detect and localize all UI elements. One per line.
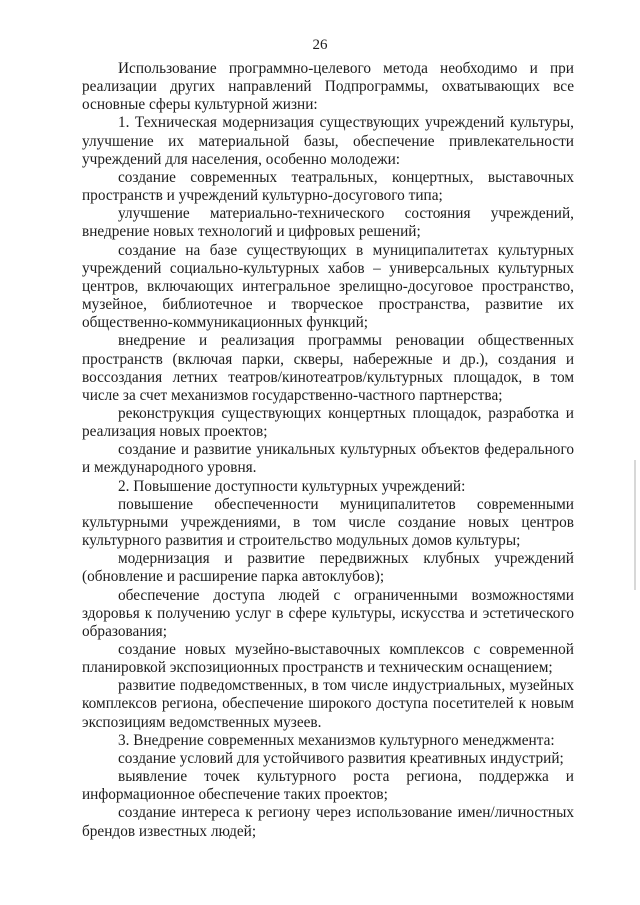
paragraph: модернизация и развитие передвижных клубных учреждений (обновление и расширение парка автоклубов); [82,550,574,586]
paragraph: обеспечение доступа людей с ограниченными возможностями здоровья к получению услуг в сфере культуры, искусства и эстетического образования; [82,586,574,640]
scan-edge-mark [634,460,636,590]
paragraph: создание и развитие уникальных культурных объектов федерального и международного уровня. [82,441,574,477]
paragraph: 1. Техническая модернизация существующих учреждений культуры, улучшение их материальной базы, обеспечение привлекательности учреждений для населения, особенно молодежи: [82,114,574,168]
paragraph: создание условий для устойчивого развития креативных индустрий; [118,749,564,767]
section-heading: 3. Внедрение современных механизмов культурного менеджмента: [118,731,555,749]
paragraph: создание на базе существующих в муниципалитетах культурных учреждений социально-культурных хабов – универсальных культурных центров, включающих интегральное зрелищно-досуговое пространство, музейное, библиотечное и творческое пространства, развитие их общественно-коммуникационных функций; [82,241,574,332]
paragraph: выявление точек культурного роста региона, поддержка и информационное обеспечение таких проектов; [82,768,574,804]
paragraph: создание современных театральных, концертных, выставочных пространств и учреждений культурно-досугового типа; [82,168,574,205]
section-heading: 2. Повышение доступности культурных учреждений: [118,477,466,495]
paragraph: Использование программно-целевого метода необходимо и при реализации других направлений Подпрограммы, охватывающих все основные сферы культурной жизни: [82,60,574,114]
document-body [82,60,574,841]
page-number: 26 [312,37,328,53]
paragraph: повышение обеспеченности муниципалитетов современными культурными учреждениями, в том числе создание новых центров культурного развития и строительство модульных домов культуры; [82,495,574,550]
paragraph: создание новых музейно-выставочных комплексов с современной планировкой экспозиционных пространств и техническим оснащением; [82,641,574,677]
paragraph: улучшение материально-технического состояния учреждений, внедрение новых технологий и цифровых решений; [82,205,574,241]
paragraph: внедрение и реализация программы реновации общественных пространств (включая парки, скверы, набережные и др.), создания и воссоздания летних театров/кинотеатров/культурных площадок, в том числе за счет механизмов государственно-частного партнерства; [82,332,574,404]
paragraph: создание интереса к региону через использование имен/личностных брендов известных людей; [82,804,574,840]
paragraph: реконструкция существующих концертных площадок, разработка и реализация новых проектов; [82,404,574,441]
paragraph: развитие подведомственных, в том числе индустриальных, музейных комплексов региона, обеспечение широкого доступа посетителей к новым экспозициям ведомственных музеев. [82,677,574,731]
